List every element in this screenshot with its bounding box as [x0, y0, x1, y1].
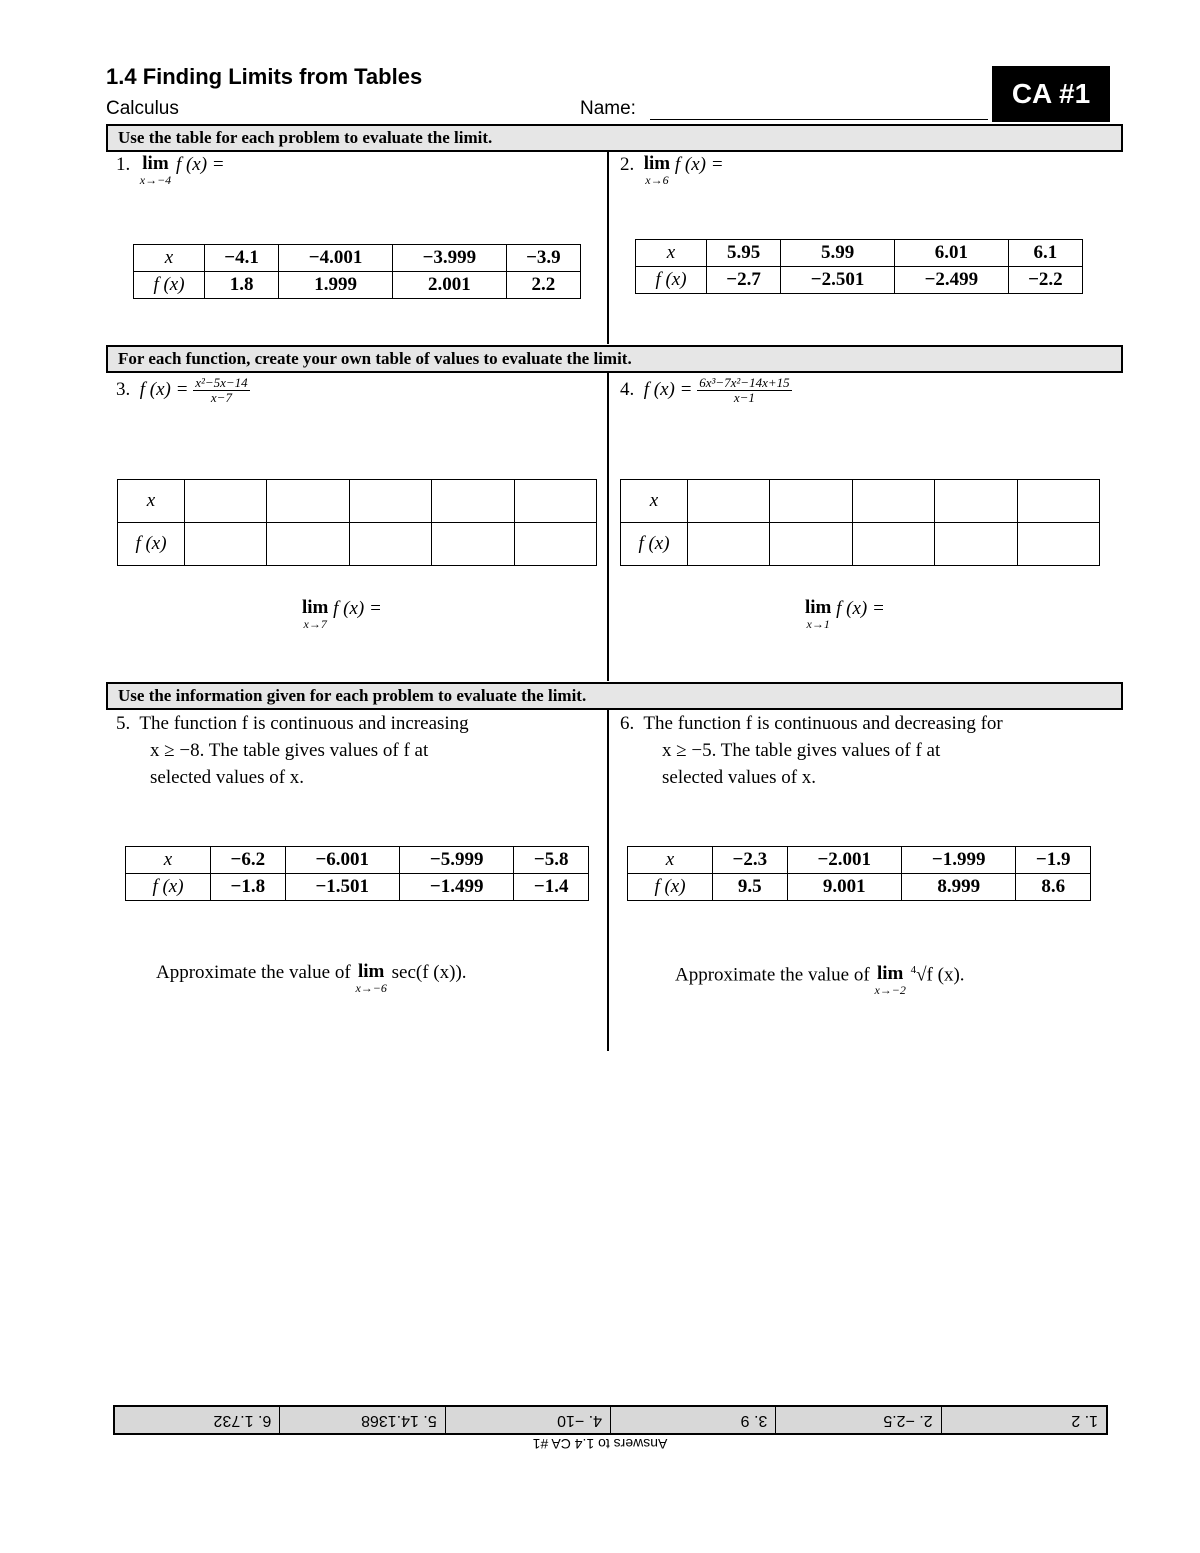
table-row: f (x) 9.5 9.001 8.999 8.6 — [628, 874, 1091, 901]
section-1-header: Use the table for each problem to evaluate the limit. — [106, 124, 1123, 152]
table-row: x — [118, 480, 597, 523]
divider-3 — [607, 708, 609, 1051]
name-label: Name: — [580, 98, 636, 119]
name-blank-line[interactable] — [650, 119, 988, 120]
table-row: x −6.2 −6.001 −5.999 −5.8 — [126, 847, 589, 874]
table-row: f (x) — [621, 523, 1100, 566]
answer-item: 3. 9 — [610, 1407, 775, 1433]
problem-3-table[interactable] — [117, 479, 597, 566]
problem-5-prompt: 5. The function f is continuous and increasing x ≥ −8. The table gives values of f at selected values of x. — [116, 713, 469, 788]
divider-2 — [607, 371, 609, 681]
table-row: f (x) −1.8 −1.501 −1.499 −1.4 — [126, 874, 589, 901]
answer-key-title: Answers to 1.4 CA #1 — [532, 1436, 668, 1452]
problem-6-prompt: 6. The function f is continuous and decreasing for x ≥ −5. The table gives values of f at selected values of x. — [620, 713, 1003, 788]
problem-5-approx: Approximate the value of lim x→−6 sec(f (x)). — [156, 961, 467, 995]
problem-6-approx: Approximate the value of lim x→−2 $^4$√f (x). — [675, 963, 965, 997]
answer-item: 2. −2.5 — [775, 1407, 940, 1433]
divider-1 — [607, 150, 609, 344]
problem-3-prompt: 3. f (x) = $\frac{\text{x²−5x−14}}{x-7}$ — [116, 375, 248, 406]
table-row: f (x) — [118, 523, 597, 566]
answer-key — [113, 1405, 1108, 1435]
problem-1-prompt: 1. lim x→−4 f (x) = — [116, 153, 225, 187]
problem-6-table — [627, 846, 1091, 901]
course-label: Calculus — [106, 98, 179, 119]
problem-1-table — [133, 244, 581, 299]
problem-4-limit: lim x→1 f (x) = — [805, 597, 885, 631]
answer-item: 6. 1.732 — [213, 1412, 272, 1429]
problem-5-table — [125, 846, 589, 901]
problem-2-prompt: 2. lim x→6 f (x) = — [620, 153, 724, 187]
table-row: f (x) −2.7 −2.501 −2.499 −2.2 — [636, 267, 1083, 294]
page-title: 1.4 Finding Limits from Tables — [106, 64, 423, 89]
table-row: x −2.3 −2.001 −1.999 −1.9 — [628, 847, 1091, 874]
section-3-header: Use the information given for each problem to evaluate the limit. — [106, 682, 1123, 710]
table-row: x — [621, 480, 1100, 523]
problem-3-limit: lim x→7 f (x) = — [302, 597, 382, 631]
table-row: x 5.95 5.99 6.01 6.1 — [636, 240, 1083, 267]
answer-item: 5. 14.1368 — [279, 1407, 444, 1433]
table-row: x −4.1 −4.001 −3.999 −3.9 — [134, 245, 581, 272]
problem-4-table[interactable] — [620, 479, 1100, 566]
section-2-header: For each function, create your own table of values to evaluate the limit. — [106, 345, 1123, 373]
answer-item: 1. 2 — [941, 1407, 1106, 1433]
ca-badge: CA #1 — [992, 66, 1110, 122]
table-row: f (x) 1.8 1.999 2.001 2.2 — [134, 272, 581, 299]
answer-item: 4. −10 — [445, 1407, 610, 1433]
problem-4-prompt: 4. f (x) = $\frac{\text{6x³−7x²−14x+15}}{x-1}$ — [620, 375, 790, 406]
problem-2-table — [635, 239, 1083, 294]
